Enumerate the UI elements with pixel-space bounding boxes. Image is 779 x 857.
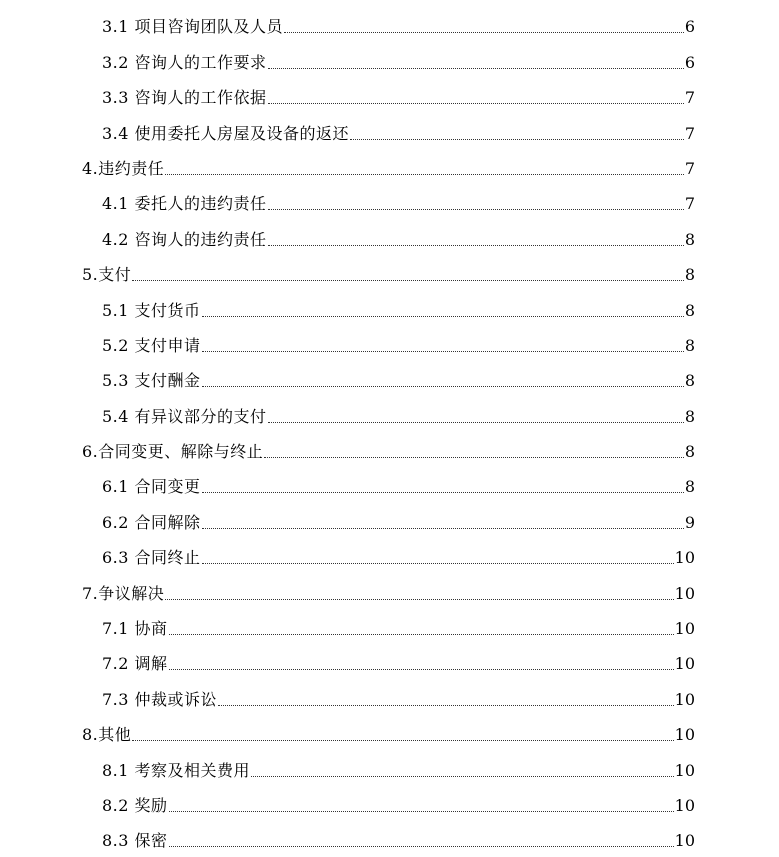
- toc-entry-label: 8.1 考察及相关费用: [102, 760, 251, 780]
- toc-dot-leader: [284, 32, 684, 33]
- toc-entry-label: 8.其他: [82, 725, 132, 745]
- toc-page-number: 10: [674, 795, 695, 815]
- toc-entry-section[interactable]: [0, 674, 779, 709]
- toc-dot-leader: [202, 563, 674, 564]
- toc-dot-leader: [202, 492, 684, 493]
- toc-page-number: 8: [684, 229, 695, 249]
- toc-dot-leader: [350, 139, 684, 140]
- toc-entry-section[interactable]: [0, 391, 779, 426]
- toc-page-number: 10: [674, 619, 695, 639]
- toc-entry-label: 5.1 支付货币: [102, 300, 201, 320]
- toc-entry-label: 5.3 支付酬金: [102, 371, 201, 391]
- toc-dot-leader: [202, 528, 684, 529]
- table-of-contents: [0, 2, 779, 851]
- toc-dot-leader: [165, 599, 673, 600]
- toc-dot-leader: [169, 669, 674, 670]
- toc-entry-section[interactable]: [0, 781, 779, 816]
- toc-dot-leader: [132, 740, 673, 741]
- toc-entry-section[interactable]: [0, 214, 779, 249]
- toc-entry-label: 6.合同变更、解除与终止: [82, 442, 264, 462]
- toc-entry-section[interactable]: [0, 37, 779, 72]
- toc-page-number: 8: [684, 406, 695, 426]
- toc-dot-leader: [202, 386, 684, 387]
- toc-dot-leader: [132, 280, 684, 281]
- toc-page-number: 8: [684, 300, 695, 320]
- toc-page-number: 8: [684, 442, 695, 462]
- toc-entry-chapter[interactable]: [0, 710, 779, 745]
- toc-entry-section[interactable]: [0, 285, 779, 320]
- toc-entry-label: 4.1 委托人的违约责任: [102, 194, 267, 214]
- toc-dot-leader: [268, 209, 684, 210]
- toc-entry-label: 6.2 合同解除: [102, 512, 201, 532]
- toc-entry-label: 3.2 咨询人的工作要求: [102, 52, 267, 72]
- toc-page-number: 10: [674, 725, 695, 745]
- toc-entry-section[interactable]: [0, 533, 779, 568]
- toc-entry-chapter[interactable]: [0, 568, 779, 603]
- toc-page-number: 7: [684, 88, 695, 108]
- toc-page-number: 8: [684, 477, 695, 497]
- toc-page-number: 7: [684, 194, 695, 214]
- toc-dot-leader: [268, 68, 684, 69]
- toc-entry-chapter[interactable]: [0, 250, 779, 285]
- toc-page-number: 6: [684, 17, 695, 37]
- toc-entry-label: 5.2 支付申请: [102, 335, 201, 355]
- toc-entry-label: 5.支付: [82, 265, 132, 285]
- toc-page-number: 10: [674, 760, 695, 780]
- toc-entry-label: 7.1 协商: [102, 619, 168, 639]
- toc-entry-chapter[interactable]: [0, 144, 779, 179]
- toc-entry-section[interactable]: [0, 497, 779, 532]
- toc-dot-leader: [202, 316, 684, 317]
- toc-page-number: 10: [674, 548, 695, 568]
- toc-dot-leader: [218, 705, 674, 706]
- toc-entry-label: 7.2 调解: [102, 654, 168, 674]
- toc-dot-leader: [264, 457, 684, 458]
- toc-entry-label: 7.争议解决: [82, 583, 165, 603]
- toc-entry-section[interactable]: [0, 639, 779, 674]
- toc-entry-label: 3.4 使用委托人房屋及设备的返还: [102, 123, 350, 143]
- toc-entry-label: 4.2 咨询人的违约责任: [102, 229, 267, 249]
- toc-entry-label: 7.3 仲裁或诉讼: [102, 689, 218, 709]
- toc-dot-leader: [251, 776, 674, 777]
- toc-entry-chapter[interactable]: [0, 427, 779, 462]
- toc-entry-label: 3.3 咨询人的工作依据: [102, 88, 267, 108]
- toc-page-number: 10: [674, 831, 695, 851]
- toc-page-number: 9: [684, 512, 695, 532]
- toc-entry-section[interactable]: [0, 745, 779, 780]
- toc-entry-label: 6.1 合同变更: [102, 477, 201, 497]
- toc-dot-leader: [202, 351, 684, 352]
- toc-page-number: 8: [684, 371, 695, 391]
- toc-entry-section[interactable]: [0, 179, 779, 214]
- toc-entry-section[interactable]: [0, 2, 779, 37]
- toc-page-number: 10: [674, 583, 695, 603]
- toc-dot-leader: [268, 245, 684, 246]
- toc-entry-label: 4.违约责任: [82, 158, 165, 178]
- toc-dot-leader: [169, 811, 674, 812]
- toc-page-number: 10: [674, 689, 695, 709]
- toc-dot-leader: [268, 422, 684, 423]
- toc-entry-section[interactable]: [0, 604, 779, 639]
- toc-page-number: 10: [674, 654, 695, 674]
- toc-entry-section[interactable]: [0, 108, 779, 143]
- toc-dot-leader: [169, 846, 674, 847]
- toc-dot-leader: [169, 634, 674, 635]
- toc-entry-label: 8.2 奖励: [102, 795, 168, 815]
- toc-page-number: 8: [684, 265, 695, 285]
- toc-entry-section[interactable]: [0, 73, 779, 108]
- toc-dot-leader: [165, 174, 684, 175]
- toc-page-number: 6: [684, 52, 695, 72]
- toc-entry-label: 6.3 合同终止: [102, 548, 201, 568]
- toc-entry-label: 3.1 项目咨询团队及人员: [102, 17, 284, 37]
- toc-page-number: 7: [684, 158, 695, 178]
- toc-entry-label: 8.3 保密: [102, 831, 168, 851]
- toc-page-number: 8: [684, 335, 695, 355]
- toc-entry-label: 5.4 有异议部分的支付: [102, 406, 267, 426]
- toc-entry-section[interactable]: [0, 816, 779, 851]
- toc-entry-section[interactable]: [0, 356, 779, 391]
- toc-entry-section[interactable]: [0, 321, 779, 356]
- toc-entry-section[interactable]: [0, 462, 779, 497]
- toc-page-number: 7: [684, 123, 695, 143]
- toc-dot-leader: [268, 103, 684, 104]
